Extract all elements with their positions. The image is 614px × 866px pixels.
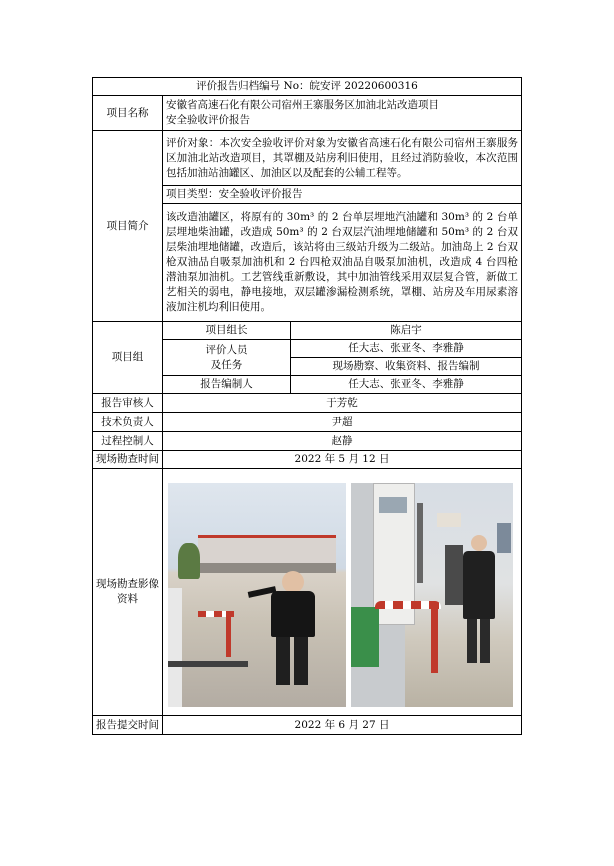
evaluation-scope: 评价对象：本次安全验收评价对象为安徽省高速石化有限公司宿州王寨服务区加油北站改造项目，其罩棚及站房利旧使用，且经过消防验收，本次范围包括加油站油罐区、加油区以及配套的公辅工程等。 bbox=[163, 131, 522, 186]
evaluator-tasks-value: 现场勘察、收集资料、报告编制 bbox=[291, 358, 522, 376]
report-writers-label: 报告编制人 bbox=[163, 376, 291, 394]
technical-lead-label: 技术负责人 bbox=[93, 413, 163, 432]
technical-lead-value: 尹超 bbox=[163, 413, 522, 432]
process-controller-label: 过程控制人 bbox=[93, 432, 163, 451]
project-name-line1: 安徽省高速石化有限公司宿州王寨服务区加油北站改造项目 bbox=[166, 99, 439, 111]
team-leader-label: 项目组长 bbox=[163, 322, 291, 340]
archive-number-header: 评价报告归档编号 No：皖安评 20220600316 bbox=[93, 78, 522, 96]
team-leader-value: 陈启宇 bbox=[291, 322, 522, 340]
photos-label bbox=[93, 469, 163, 716]
project-intro-label: 项目简介 bbox=[93, 131, 163, 322]
site-photo-1 bbox=[168, 483, 346, 707]
project-team-label: 项目组 bbox=[93, 322, 163, 394]
photos-label-line2: 资料 bbox=[117, 593, 138, 605]
submit-time-label: 报告提交时间 bbox=[93, 716, 163, 735]
evaluators-label bbox=[163, 340, 291, 376]
reviewer-label: 报告审核人 bbox=[93, 394, 163, 413]
submit-time-value: 2022 年 6 月 27 日 bbox=[163, 716, 522, 735]
project-name-line2: 安全验收评价报告 bbox=[166, 114, 250, 126]
project-name-label: 项目名称 bbox=[93, 96, 163, 131]
project-description: 该改造油罐区，将原有的 30m³ 的 2 台单层埋地汽油罐和 30m³ 的 2 台单层埋地柴油罐，改造成 50m³ 的 2 台双层汽油埋地储罐和 50m³ 的 2 台双层柴油埋地储罐，改造后，该站将由三级站升级为二级站。加油岛上 2 台双枪双油品自吸泵加油机和 2 台四枪双油品自吸泵加油机，改造成 4 台四枪潜油泵加油机。工艺管线重新敷设，其中加油管线采用双层复合管，新做工艺相关的弱电，静电接地，双层罐渗漏检测系统，罩棚、站房及车用尿素溶液加注机均利旧使用。 bbox=[163, 204, 522, 322]
reviewer-value: 于芳乾 bbox=[163, 394, 522, 413]
site-photo-2 bbox=[351, 483, 513, 707]
process-controller-value: 赵静 bbox=[163, 432, 522, 451]
survey-time-value: 2022 年 5 月 12 日 bbox=[163, 451, 522, 469]
evaluation-info-table bbox=[92, 77, 522, 735]
photos-cell bbox=[163, 469, 522, 716]
report-writers-value: 任大志、张亚冬、李雅静 bbox=[291, 376, 522, 394]
evaluators-label-line1: 评价人员 bbox=[205, 343, 248, 356]
survey-time-label: 现场勘查时间 bbox=[93, 451, 163, 469]
photos-label-line1: 现场勘查影像 bbox=[96, 578, 159, 590]
evaluators-label-line2: 及任务 bbox=[210, 358, 243, 371]
project-type: 项目类型：安全验收评价报告 bbox=[163, 186, 522, 204]
project-name-value bbox=[163, 96, 522, 131]
evaluators-value: 任大志、张亚冬、李雅静 bbox=[291, 340, 522, 358]
